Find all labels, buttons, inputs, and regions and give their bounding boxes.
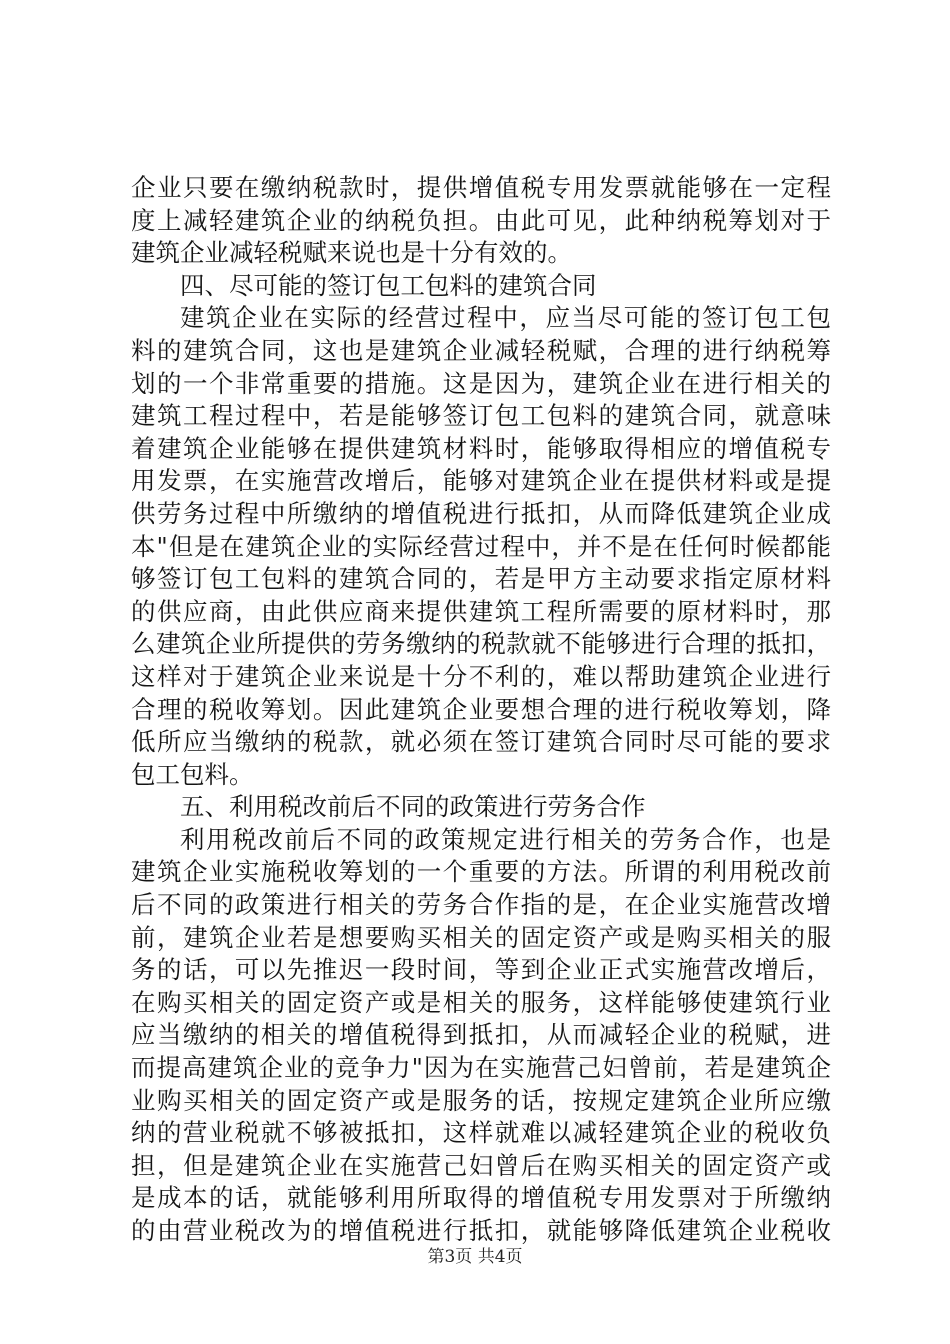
text-line: 前，建筑企业若是想要购买相关的固定资产或是购买相关的服	[131, 922, 831, 952]
text-line: 建筑工程过程中，若是能够签订包工包料的建筑合同，就意味	[131, 401, 831, 431]
text-line: 而提高建筑企业的竞争力"因为在实施营己妇曾前，若是建筑企	[131, 1053, 831, 1083]
text-line: 业购买相关的固定资产或是服务的话，按规定建筑企业所应缴	[131, 1085, 831, 1115]
text-line: 建筑企业在实际的经营过程中，应当尽可能的签订包工包	[180, 303, 831, 333]
text-line: 在购买相关的固定资产或是相关的服务，这样能够使建筑行业	[131, 987, 831, 1017]
section-heading: 四、尽可能的签订包工包料的建筑合同	[180, 270, 597, 300]
text-line: 企业只要在缴纳税款时，提供增值税专用发票就能够在一定程	[131, 173, 831, 202]
text-line: 利用税改前后不同的政策规定进行相关的劳务合作，也是	[180, 824, 831, 854]
text-line: 够签订包工包料的建筑合同的，若是甲方主动要求指定原材料	[131, 564, 831, 594]
text-line: 这样对于建筑企业来说是十分不利的，难以帮助建筑企业进行	[131, 661, 831, 691]
text-line: 低所应当缴纳的税款，就必须在签订建筑合同时尽可能的要求	[131, 727, 831, 757]
text-line: 划的一个非常重要的措施。这是因为，建筑企业在进行相关的	[131, 368, 831, 398]
text-line: 包工包料。	[131, 759, 254, 789]
text-line: 后不同的政策进行相关的劳务合作指的是，在企业实施营改增	[131, 890, 831, 920]
text-line: 应当缴纳的相关的增值税得到抵扣，从而减轻企业的税赋，进	[131, 1020, 831, 1050]
text-line: 度上减轻建筑企业的纳税负担。由此可见，此种纳税筹划对于	[131, 205, 831, 235]
text-line: 着建筑企业能够在提供建筑材料时，能够取得相应的增值税专	[131, 433, 831, 463]
text-line: 的供应商，由此供应商来提供建筑工程所需要的原材料时，那	[131, 596, 831, 626]
text-line: 本"但是在建筑企业的实际经营过程中，并不是在任何时候都能	[131, 531, 831, 561]
text-line: 建筑企业减轻税赋来说也是十分有效的。	[131, 238, 572, 268]
text-line: 料的建筑合同，这也是建筑企业减轻税赋，合理的进行纳税筹	[131, 335, 831, 365]
text-line: 用发票，在实施营改增后，能够对建筑企业在提供材料或是提	[131, 466, 831, 496]
text-line: 建筑企业实施税收筹划的一个重要的方法。所谓的利用税改前	[131, 857, 831, 887]
text-line: 么建筑企业所提供的劳务缴纳的税款就不能够进行合理的抵扣，	[131, 629, 831, 659]
text-line: 合理的税收筹划。因此建筑企业要想合理的进行税收筹划，降	[131, 694, 831, 724]
text-line: 供劳务过程中所缴纳的增值税进行抵扣，从而降低建筑企业成	[131, 498, 831, 528]
text-line: 担，但是建筑企业在实施营己妇曾后在购买相关的固定资产或	[131, 1150, 831, 1180]
section-heading: 五、利用税改前后不同的政策进行劳务合作	[180, 792, 646, 822]
text-line: 的由营业税改为的增值税进行抵扣，就能够降低建筑企业税收	[131, 1216, 831, 1245]
body-text	[131, 172, 831, 1248]
text-line: 是成本的话，就能够利用所取得的增值税专用发票对于所缴纳	[131, 1183, 831, 1213]
text-line: 纳的营业税就不够被抵扣，这样就难以减轻建筑企业的税收负	[131, 1118, 831, 1148]
text-line: 务的话，可以先推迟一段时间，等到企业正式实施营改增后，	[131, 955, 831, 985]
page-footer: 第3页 共4页	[427, 1247, 523, 1267]
